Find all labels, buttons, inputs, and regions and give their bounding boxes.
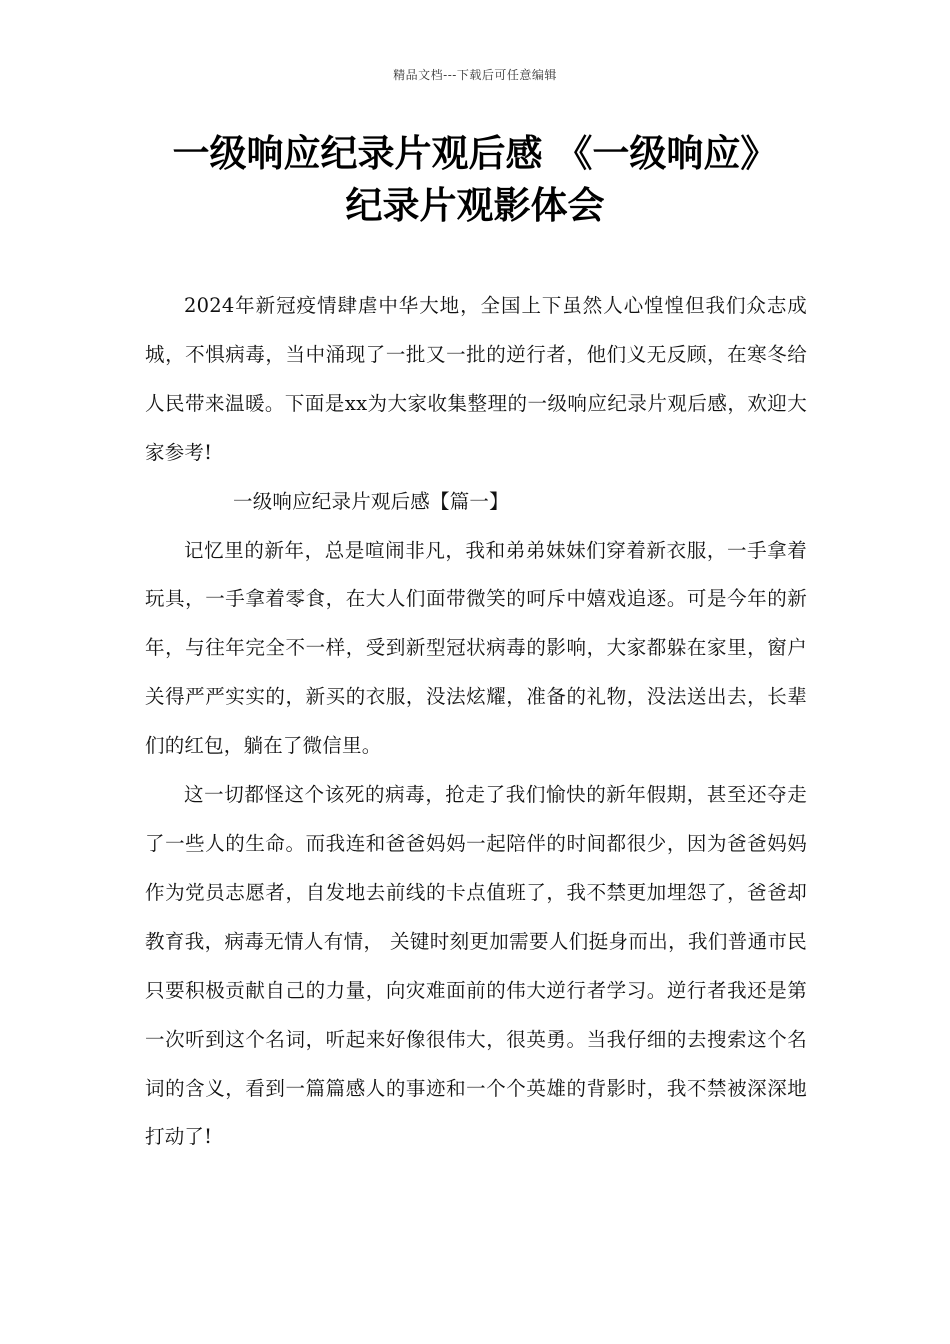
body-paragraph-1: 记忆里的新年，总是喧闹非凡，我和弟弟妹妹们穿着新衣服，一手拿着玩具，一手拿着零食，在大人们面带微笑的呵斥中嬉戏追逐。可是今年的新年，与往年完全不一样，受到新型冠状病毒的影响，大家都躲在家里，窗户关得严严实实的，新买的衣服，没法炫耀，准备的礼物，没法送出去，长辈们的红包，躺在了微信里。 (145, 538, 807, 758)
section-heading: 一级响应纪录片观后感【篇一】 (233, 489, 509, 513)
document-body (145, 282, 807, 1162)
header-note: 精品文档---下载后可任意编辑 (393, 68, 557, 82)
body-paragraph-2: 这一切都怪这个该死的病毒，抢走了我们愉快的新年假期，甚至还夺走了一些人的生命。而我连和爸爸妈妈一起陪伴的时间都很少，因为爸爸妈妈作为党员志愿者，自发地去前线的卡点值班了，我不禁更加埋怨了，爸爸却教育我，病毒无情人有情， 关键时刻更加需要人们挺身而出，我们普通市民只要积极贡献自己的力量，向灾难面前的伟大逆行者学习。逆行者我还是第一次听到这个名词，听起来好像很伟大，很英勇。当我仔细的去搜索这个名词的含义，看到一篇篇感人的事迹和一个个英雄的背影时，我不禁被深深地打动了! (145, 783, 807, 1149)
title-line-2: 纪录片观影体会 (345, 184, 605, 227)
title-line-1: 一级响应纪录片观后感 《一级响应》 (172, 132, 778, 175)
intro-paragraph: 2024年新冠疫情肆虐中华大地，全国上下虽然人心惶惶但我们众志成城，不惧病毒，当中涌现了一批又一批的逆行者，他们义无反顾，在寒冬给人民带来温暖。下面是xx为大家收集整理的一级响应纪录片观后感，欢迎大家参考! (145, 294, 807, 464)
page-title (120, 128, 830, 232)
